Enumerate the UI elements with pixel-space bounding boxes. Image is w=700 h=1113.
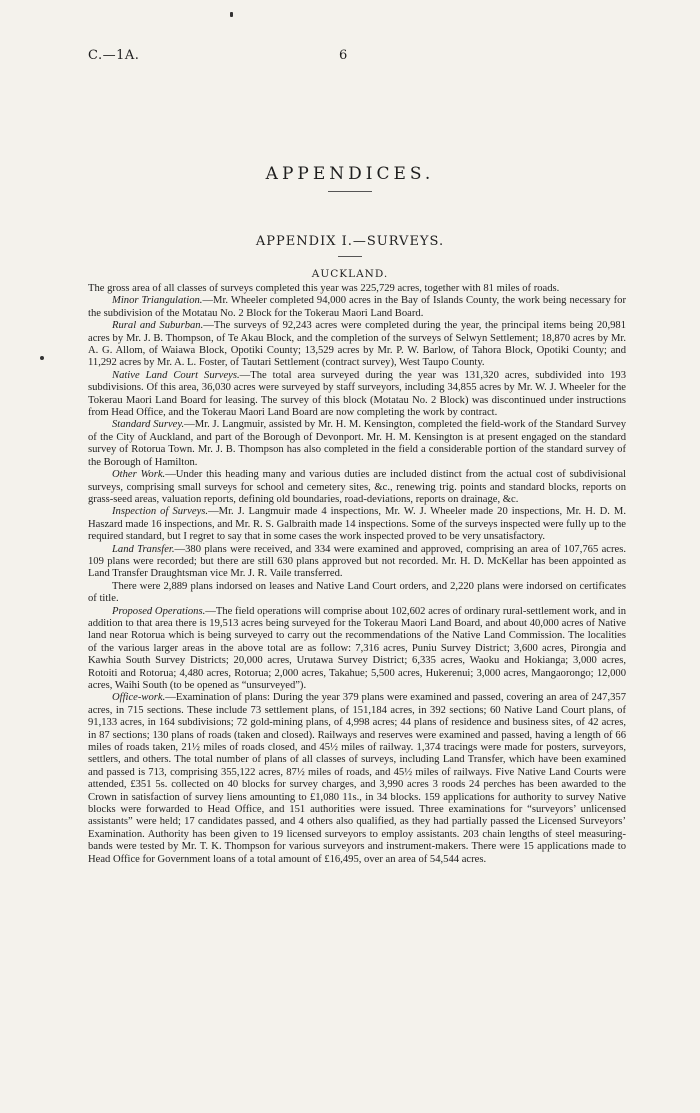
section-heading: AUCKLAND. (311, 268, 389, 280)
document-reference: C.—1A. (88, 48, 140, 63)
page-number: 6 (339, 48, 348, 63)
paragraph: Proposed Operations.—The field operations will comprise about 102,602 acres of ordinary rural-settlement work, and in addition to that area there is 19,513 acres being surveyed for the Tokerau Maori Land Board, and about 40,000 acres of Native land near Rotorua which is being surveyed to carry out the recommendations of the Native Land Commission. The localities of the various larger areas in the above total are as follow: 7,316 acres, Puniu Survey District; 3,600 acres, Pirongia and Kawhia South Survey Districts; 20,000 acres, Urutawa Survey District; 6,335 acres, Waoku and Hokianga; 3,000 acres, Rotoiti and Rotorua; 4,480 acres, Rotorua; 2,000 acres, Takahue; 5,500 acres, Hukerenui; 3,000 acres, Mangaorongo; 12,000 acres, Waihi South (to be opened as “unsurveyed”). (88, 605, 626, 691)
paragraph: Rural and Suburban.—The surveys of 92,243 acres were completed during the year, the principal items being 20,981 acres by Mr. J. B. Thompson, of Te Akau Block, and the completion of the surveys of Selwyn Settlement; 18,870 acres by Mr. A. G. Allom, of Waiawa Block, Opotiki County; 13,529 acres by Mr. P. W. Barlow, of Tahora Block, Opotiki County; and 11,292 acres by Mr. A. L. Foster, of Tautari Settlement (contract survey), West Taupo County. (88, 320, 626, 369)
paragraph: Land Transfer.—380 plans were received, and 334 were examined and approved, comprising an area of 107,765 acres. 109 plans were recorded; but there are still 630 plans approved but not recorded. Mr. H. D. McKellar has been appointed as Land Transfer Draughtsman vice Mr. J. R. Vaile transferred. (88, 543, 626, 580)
body-text (88, 283, 626, 866)
paragraph: Office-work.—Examination of plans: During the year 379 plans were examined and passed, covering an area of 247,357 acres, in 715 sections. These include 73 settlement plans, of 151,184 acres, in 392 sections; 60 Native Land Court plans, of 91,133 acres, in 164 subdivisions; 72 gold-mining plans, of 4,998 acres; 44 plans of residence and business sites, of 42 acres, in 87 sections; 130 plans of roads (taken and closed). Railways and reserves were examined and passed, having a length of 66 miles of roads taken, 21½ miles of roads closed, and 45½ miles of railway. 1,374 tracings were made for posters, surveyors, settlers, and others. The total number of plans of all classes of surveys, including Land Transfer, which have been examined and passed is 713, comprising 355,122 acres, 87½ miles of roads, and 45½ miles of railways. Five Native Land Courts were attended, £351 5s. collected on 40 blocks for survey charges, and 3,990 acres 3 roods 24 perches has been awarded to the Crown in satisfaction of survey liens amounting to £1,080 11s., in 34 blocks. 159 applications for authority to survey Native blocks were forwarded to Head Office, and 151 authorities were issued. Three examinations for “surveyors’ unlicensed assistants” were held; 17 candidates passed, and 4 others also qualified, as they had partially passed the Licensed Surveyors’ Examination. Authority has been given to 19 licensed surveyors to employ assistants. 203 chain lengths of steel measuring-bands were tested by Mr. T. K. Thompson for various surveyors and instrument-makers. There were 15 applications made to Head Office for Government loans of a total amount of £16,495, over an area of 54,544 acres. (88, 692, 626, 865)
appendix-rule (338, 256, 362, 257)
page-title: APPENDICES. (265, 164, 435, 184)
paragraph: There were 2,889 plans indorsed on leases and Native Land Court orders, and 2,220 plans were indorsed on certificates of title. (88, 580, 626, 605)
paragraph: The gross area of all classes of surveys completed this year was 225,729 acres, together with 81 miles of roads. (88, 283, 560, 294)
ink-speck (230, 12, 233, 17)
paragraph: Inspection of Surveys.—Mr. J. Langmuir made 4 inspections, Mr. W. J. Wheeler made 20 inspections, Mr. H. D. M. Haszard made 16 inspections, and Mr. R. S. Galbraith made 14 inspections. Some of the surveys inspected were fully up to the required standard, but I regret to say that in some cases the work inspected proved to be very unsatisfactory. (88, 506, 626, 543)
paragraph: Minor Triangulation.—Mr. Wheeler completed 94,000 acres in the Bay of Islands County, the work being necessary for the subdivision of the Motatau No. 2 Block for the Tokerau Maori Land Board. (88, 295, 627, 319)
paragraph: Other Work.—Under this heading many and various duties are included distinct from the actual cost of subdivisional surveys, comprising small surveys for school and cemetery sites, &c., renewing trig. points and standard blocks, reports on grass-seed areas, valuation reports, defining old boundaries, road-deviations, reports on drainage, &c. (88, 469, 626, 505)
paragraph: Standard Survey.—Mr. J. Langmuir, assisted by Mr. H. M. Kensington, completed the field-work of the Standard Survey of the City of Auckland, and part of the Borough of Devonport. Mr. H. M. Kensington is at present engaged on the standard survey of Rotorua Town. Mr. J. B. Thompson has also completed in the field a considerable portion of the standard survey of the Borough of Hamilton. (88, 419, 626, 468)
title-rule (328, 191, 372, 192)
margin-mark (40, 356, 44, 360)
appendix-heading: APPENDIX I.—SURVEYS. (255, 234, 445, 249)
paragraph: Native Land Court Surveys.—The total area surveyed during the year was 131,320 acres, subdivided into 193 subdivisions. Of this area, 36,030 acres were surveyed by staff surveyors, including 34,855 acres by Mr. W. J. Wheeler for the Tokerau Maori Land Board for leasing. The survey of this block (Motatau No. 2 Block) was discontinued under instructions from Head Office, and the Tokerau Maori Land Board are now completing the work by contract. (88, 369, 626, 419)
